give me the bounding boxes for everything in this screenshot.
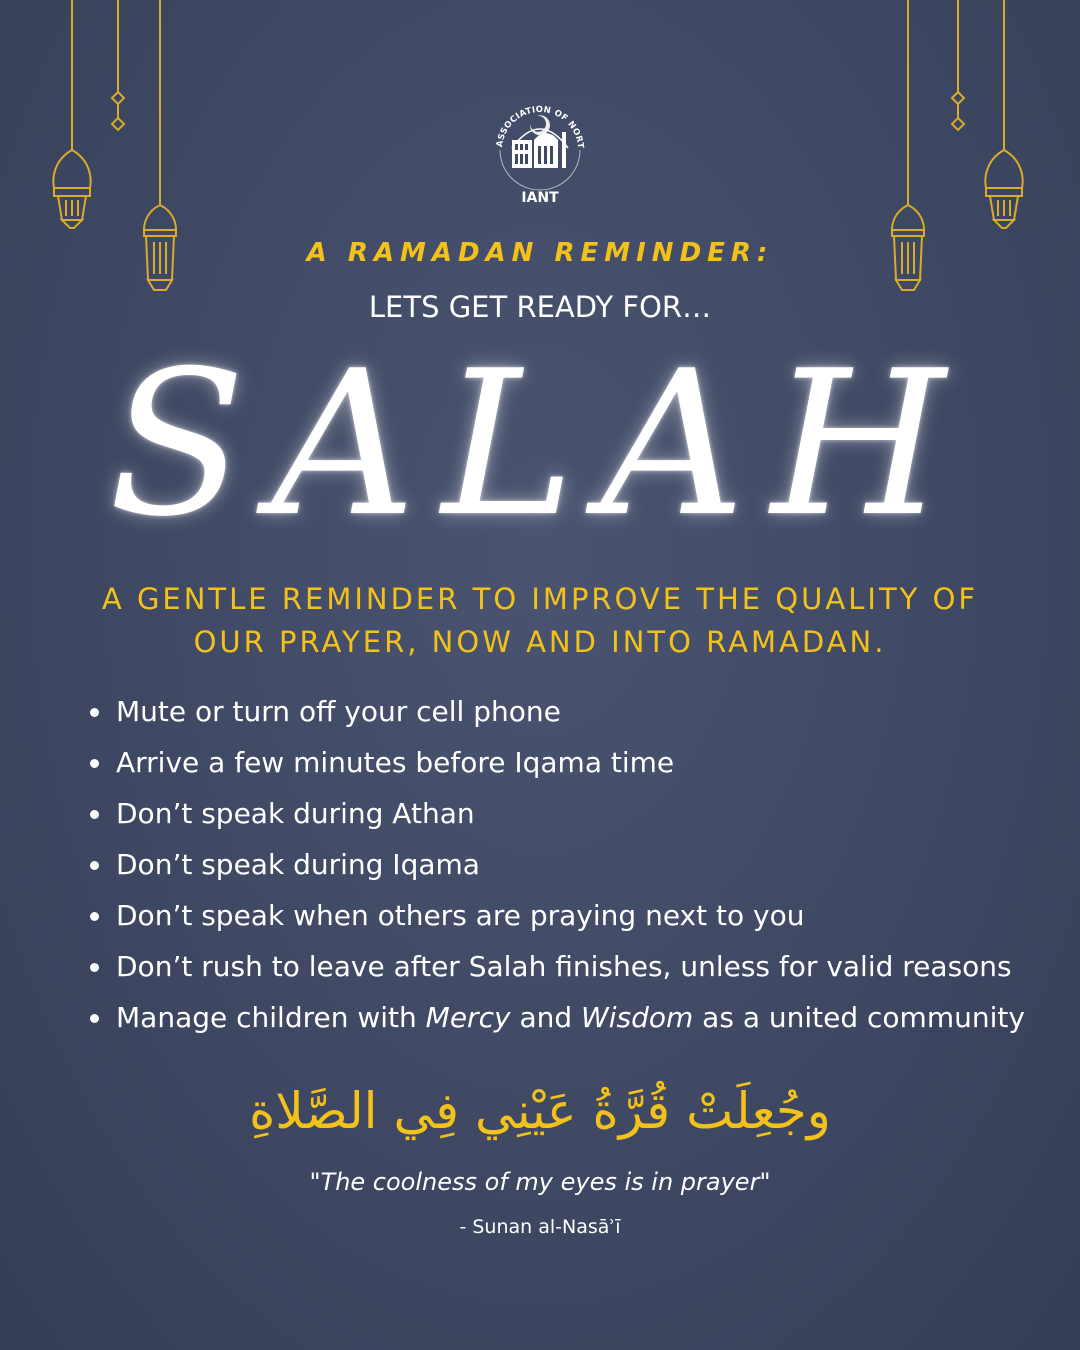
list-item [86, 941, 1046, 992]
arabic-hadith: وجُعِلَتْ قُرَّةُ عَيْنِي فِي الصَّلاةِ [249, 1082, 831, 1140]
list-item-text: Don’t speak during Iqama [116, 848, 480, 881]
tagline: A GENTLE REMINDER TO IMPROVE THE QUALITY OF OUR PRAYER, NOW AND INTO RAMADAN. [101, 582, 979, 659]
list-item-text: Don’t rush to leave after Salah finishes, unless for valid reasons [116, 950, 1012, 983]
list-item [86, 737, 1046, 788]
list-item-text-mid: and [510, 1001, 582, 1034]
ramadan-reminder-kicker: A RAMADAN REMINDER: [306, 238, 774, 268]
list-item-emphasis-wisdom: Wisdom [581, 1001, 694, 1034]
list-item [86, 992, 1046, 1043]
logo-abbrev: IANT [521, 190, 559, 206]
subtitle: LETS GET READY FOR… [368, 290, 712, 324]
logo-arc-text: ASSOCIATION OF NORT [495, 104, 586, 150]
page-title: SALAH [108, 328, 972, 561]
reminder-list [86, 686, 1046, 1043]
list-item-text: Don’t speak during Athan [116, 797, 475, 830]
list-item [86, 788, 1046, 839]
iant-logo [490, 80, 590, 210]
list-item [86, 890, 1046, 941]
hadith-translation: "The coolness of my eyes is in prayer" [309, 1168, 771, 1196]
list-item-text: Arrive a few minutes before Iqama time [116, 746, 675, 779]
list-item-text-end: as a united community [693, 1001, 1025, 1034]
hadith-source: - Sunan al-Nasāʾī [459, 1216, 621, 1238]
list-item-text: Don’t speak when others are praying next to you [116, 899, 805, 932]
list-item-text-start: Manage children with [116, 1001, 426, 1034]
list-item [86, 686, 1046, 737]
list-item-emphasis-mercy: Mercy [425, 1001, 511, 1034]
list-item [86, 839, 1046, 890]
list-item-text: Mute or turn off your cell phone [116, 695, 561, 728]
